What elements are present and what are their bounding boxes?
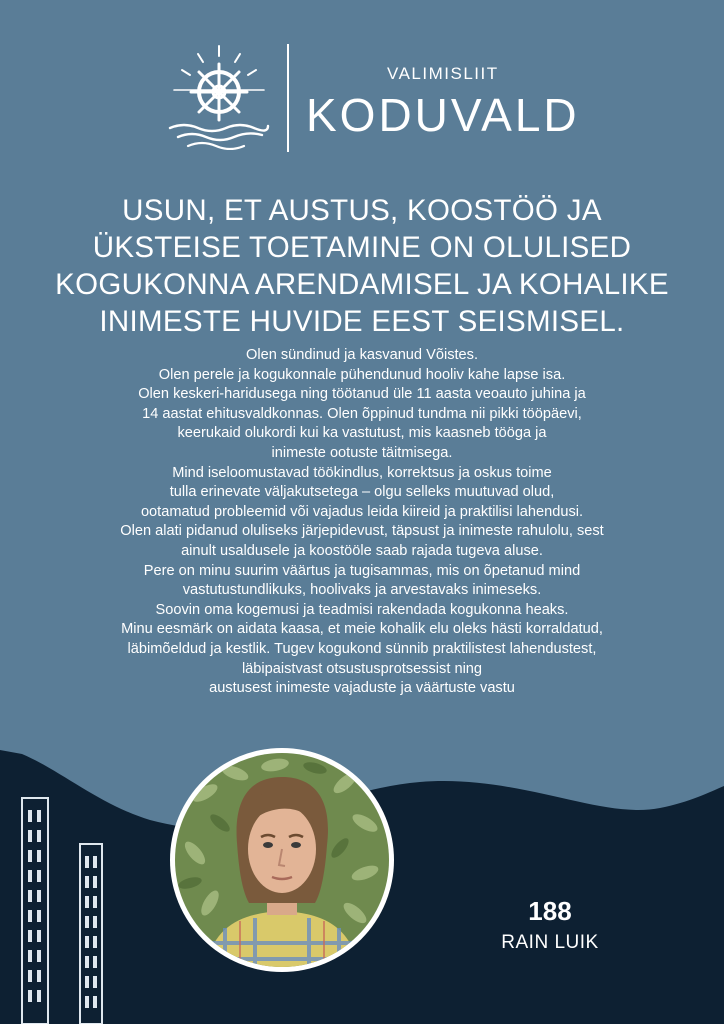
bio-line: 14 aastat ehitusvaldkonnas. Olen õppinud tundma nii pikki tööpäevi,: [142, 405, 582, 422]
candidate-name: RAIN LUIK: [501, 932, 599, 953]
headline-line: ÜKSTEISE TOETAMINE ON OLULISED: [92, 231, 632, 264]
ship-wheel-waves-icon: [166, 42, 272, 150]
bio-line: ootamatud probleemid või vajadus leida kiireid ja praktilisi lahendusi.: [140, 503, 584, 520]
bio-text: [40, 346, 684, 699]
headline: [40, 192, 684, 340]
bio-line: Olen sündinud ja kasvanud Võistes.: [245, 347, 479, 363]
headline-line: USUN, ET AUSTUS, KOOSTÖÖ JA: [122, 194, 602, 227]
bio-line: keerukaid olukordi kui ka vastutust, mis kaasneb tööga ja: [177, 425, 547, 442]
headline-line: INIMESTE HUVIDE EEST SEISMISEL.: [99, 305, 625, 338]
bio-line: läbimõeldud ja kestlik. Tugev kogukond sünnib praktilistest lahendustest,: [127, 640, 597, 657]
bio-line: Soovin oma kogemusi ja teadmisi rakendada kogukonna heaks.: [155, 601, 569, 618]
bio-line: inimeste ootuste täitmisega.: [271, 444, 453, 461]
bio-line: Minu eesmärk on aidata kaasa, et meie kohalik elu oleks hästi korraldatud,: [121, 621, 603, 638]
candidate-number: 188: [528, 896, 572, 926]
candidate-portrait: [170, 748, 394, 972]
org-name: KODUVALD: [306, 89, 580, 141]
header: [0, 0, 724, 160]
portrait-image: [175, 753, 389, 967]
bio-line: vastutustundlikuks, hoolivaks ja arvestavaks inimeseks.: [182, 582, 542, 599]
bio-line: Mind iseloomustavad töökindlus, korrektsus ja oskus toime: [172, 464, 552, 481]
bio-line: ainult usaldusele ja koostööle saab rajada tugeva aluse.: [181, 542, 543, 559]
logo-divider: [287, 44, 289, 152]
bio-line: Pere on minu suurim väärtus ja tugisammas, mis on õpetanud mind: [143, 562, 581, 579]
org-subtitle: VALIMISLIIT: [387, 64, 499, 83]
bio-line: läbipaistvast otsustusprotsessist ning: [241, 660, 483, 677]
headline-line: KOGUKONNA ARENDAMISEL JA KOHALIKE: [55, 268, 669, 301]
bio-line: Olen keskeri-haridusega ning töötanud üle 11 aasta veoauto juhina ja: [138, 386, 586, 403]
bio-line: Olen alati pidanud oluliseks järjepidevust, täpsust ja inimeste rahulolu, sest: [120, 523, 604, 540]
bio-line: austusest inimeste vajaduste ja väärtuste vastu: [209, 680, 515, 697]
bio-line: tulla erinevate väljakutsetega – olgu selleks muutuvad olud,: [169, 484, 555, 501]
bio-line: Olen perele ja kogukonnale pühendunud hooliv kahe lapse isa.: [158, 366, 566, 383]
